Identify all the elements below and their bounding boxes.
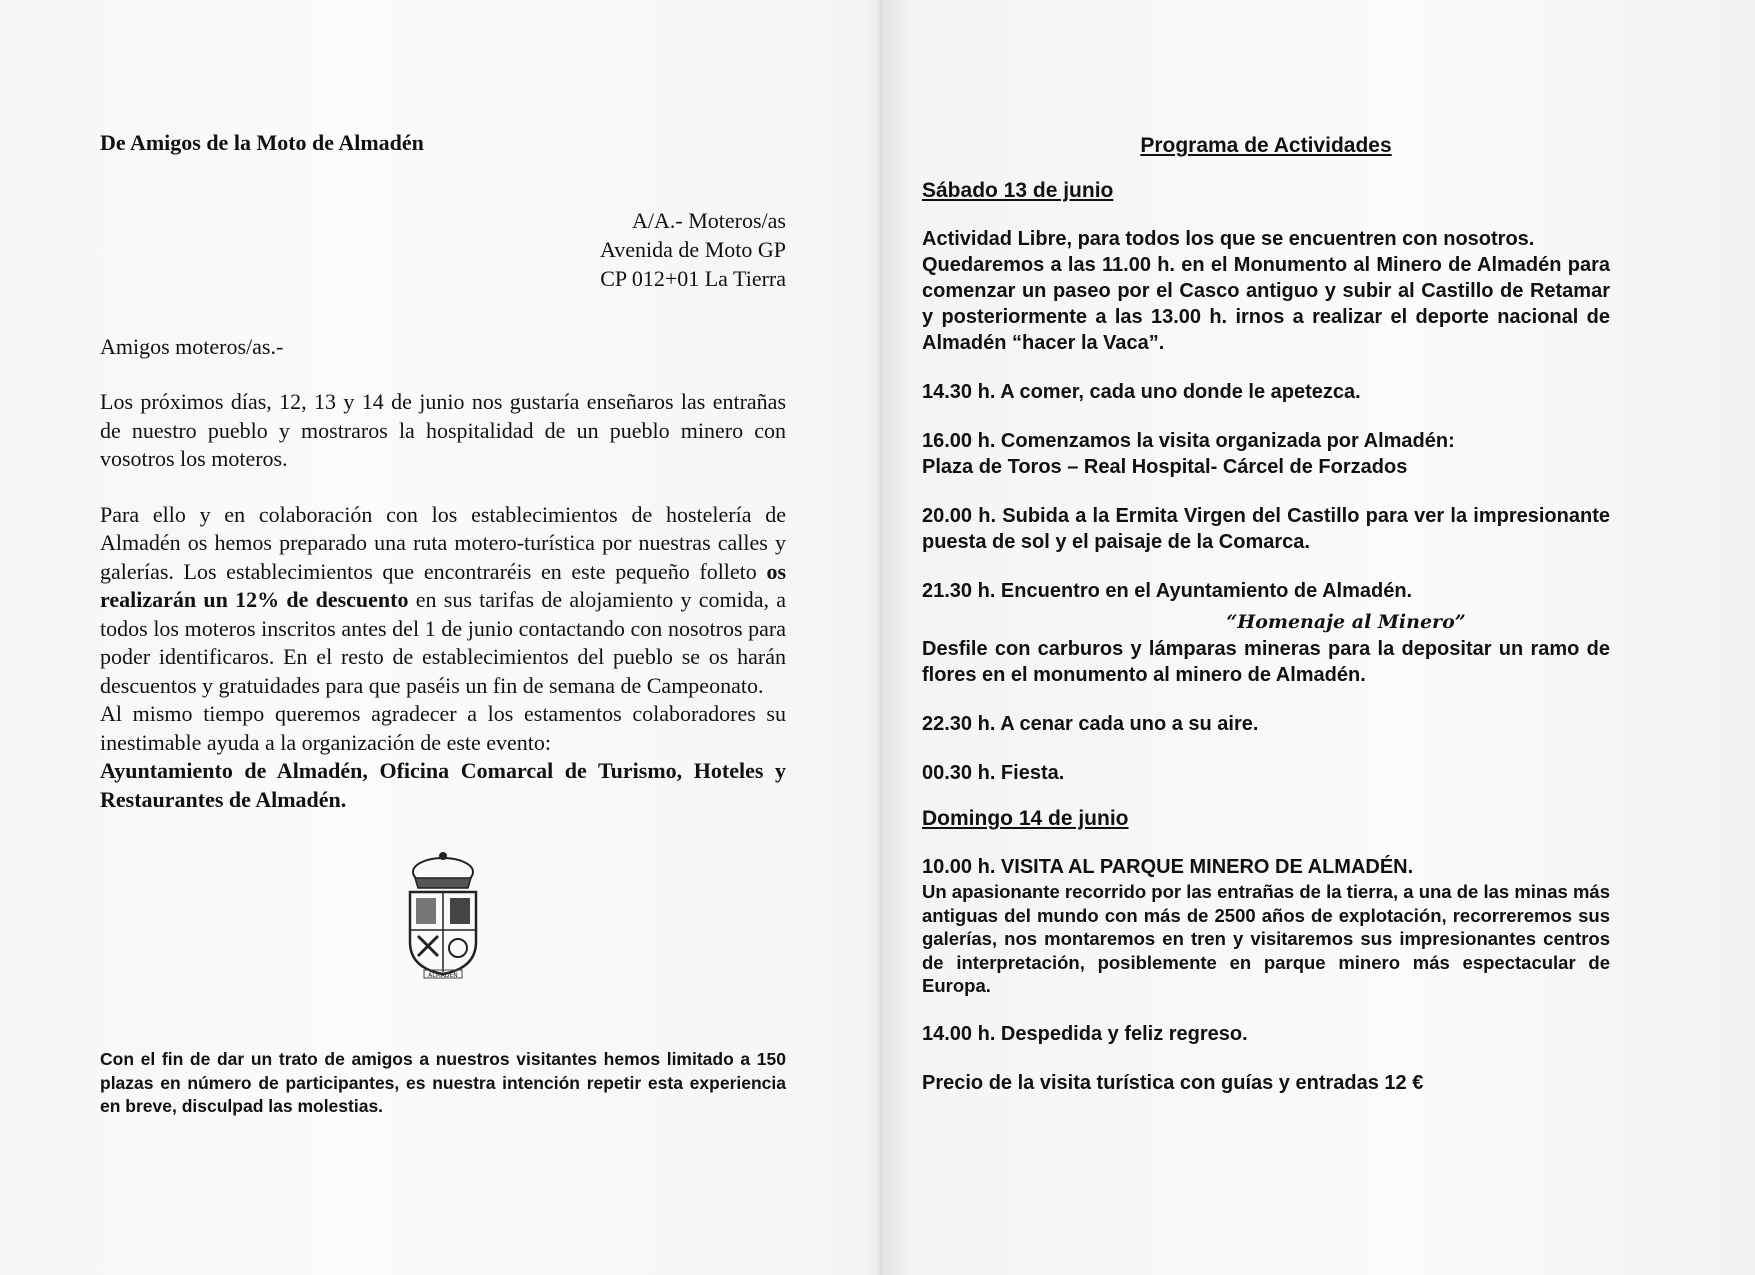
price-line: Precio de la visita turística con guías y entradas 12 € [922, 1071, 1424, 1094]
footnote: Con el fin de dar un trato de amigos a nuestros visitantes hemos limitado a 150 plazas en número de participantes, es nuestra intención repetir esta experiencia en breve, disculpad las molestias. [100, 1049, 786, 1116]
activity-farewell: 14.00 h. Despedida y feliz regreso. [922, 1022, 1248, 1045]
paragraph-route [100, 501, 786, 701]
activity-dinner: 22.30 h. A cenar cada uno a su aire. [922, 713, 1259, 735]
sender-heading: De Amigos de la Moto de Almadén [100, 130, 424, 155]
activity-lunch: 14.30 h. A comer, cada uno donde le apetezca. [922, 381, 1361, 403]
activity-text: Desfile con carburos y lámparas mineras para la depositar un ramo de flores en el monumento al minero de Almadén. [922, 638, 1610, 686]
activity-hermitage: 20.00 h. Subida a la Ermita Virgen del Castillo para ver la impresionante puesta de sol y el paisaje de la Comarca. [922, 505, 1610, 553]
center-fold [878, 0, 884, 1275]
activity-townhall [922, 578, 1610, 688]
greeting: Amigos moteros/as.- [100, 334, 284, 359]
activity-text: 16.00 h. Comenzamos la visita organizada por Almadén: [922, 430, 1455, 452]
activity-text: Quedaremos a las 11.00 h. en el Monumento al Minero de Almadén para comenzar un paseo por el Casco antiguo y subir al Castillo de Retamar y posteriormente a las 13.00 h. irnos a realizar el deporte nacional de Almadén “hacer la Vaca”. [922, 254, 1610, 354]
program-title: Programa de Actividades [1140, 134, 1392, 157]
address-line: Avenida de Moto GP [600, 237, 786, 262]
day-heading-sunday: Domingo 14 de junio [922, 807, 1129, 830]
paragraph-intro: Los próximos días, 12, 13 y 14 de junio nos gustaría enseñaros las entrañas de nuestro pueblo y mostraros la hospitalidad de un pueblo minero con vosotros los moteros. [100, 389, 786, 471]
recipient-address [100, 206, 786, 293]
activity-text: Actividad Libre, para todos los que se encuentren con nosotros. [922, 228, 1535, 250]
activity-text: 21.30 h. Encuentro en el Ayuntamiento de Almadén. [922, 580, 1413, 602]
address-line: CP 012+01 La Tierra [600, 266, 786, 291]
route-text-end: en sus tarifas de alojamiento y comida, a todos los moteros inscritos antes del 1 de junio contactando con nosotros para poder identificaros. En el resto de establecimientos del pueblo se os harán descuentos y gratuidades para que paséis un fin de semana de Campeonato. [100, 587, 787, 698]
activity-free [922, 226, 1610, 356]
homenaje-heading: “Homenaje al Minero” [1226, 611, 1466, 633]
paragraph-thanks: Al mismo tiempo queremos agradecer a los estamentos colaboradores su inestimable ayuda a la organización de este evento: [100, 701, 786, 755]
activity-party: 00.30 h. Fiesta. [922, 762, 1065, 784]
activity-description: Un apasionante recorrido por las entrañas de la tierra, a una de las minas más antiguas del mundo con más de 2500 años de explotación, recorreremos sus galerías, nos montaremos en tren y visitaremos sus impresionantes centros de interpretación, posiblemente en parque minero más espectacular de Europa. [922, 881, 1610, 996]
day-heading-saturday: Sábado 13 de junio [922, 179, 1114, 202]
activity-visit [922, 428, 1610, 480]
activity-text: 10.00 h. VISITA AL PARQUE MINERO DE ALMADÉN. [922, 856, 1414, 878]
sponsors: Ayuntamiento de Almadén, Oficina Comarcal de Turismo, Hoteles y Restaurantes de Almadén. [100, 758, 786, 812]
discount-text: os realizarán un 12% de descuento [100, 558, 786, 612]
town-seal-icon [398, 850, 488, 980]
activity-mine-park [922, 854, 1610, 998]
program-page [922, 134, 1610, 1096]
letter-page [100, 130, 786, 980]
route-text: Para ello y en colaboración con los establecimientos de hostelería de Almadén os hemos preparado una ruta motero-turística por nuestras calles y galerías. Los establecimientos que encontraréis en este pequeño folleto [100, 501, 786, 584]
address-line: A/A.- Moteros/as [632, 208, 786, 233]
seal-label: ALMADEN [428, 972, 458, 979]
activity-text: Plaza de Toros – Real Hospital- Cárcel de Forzados [922, 456, 1408, 478]
